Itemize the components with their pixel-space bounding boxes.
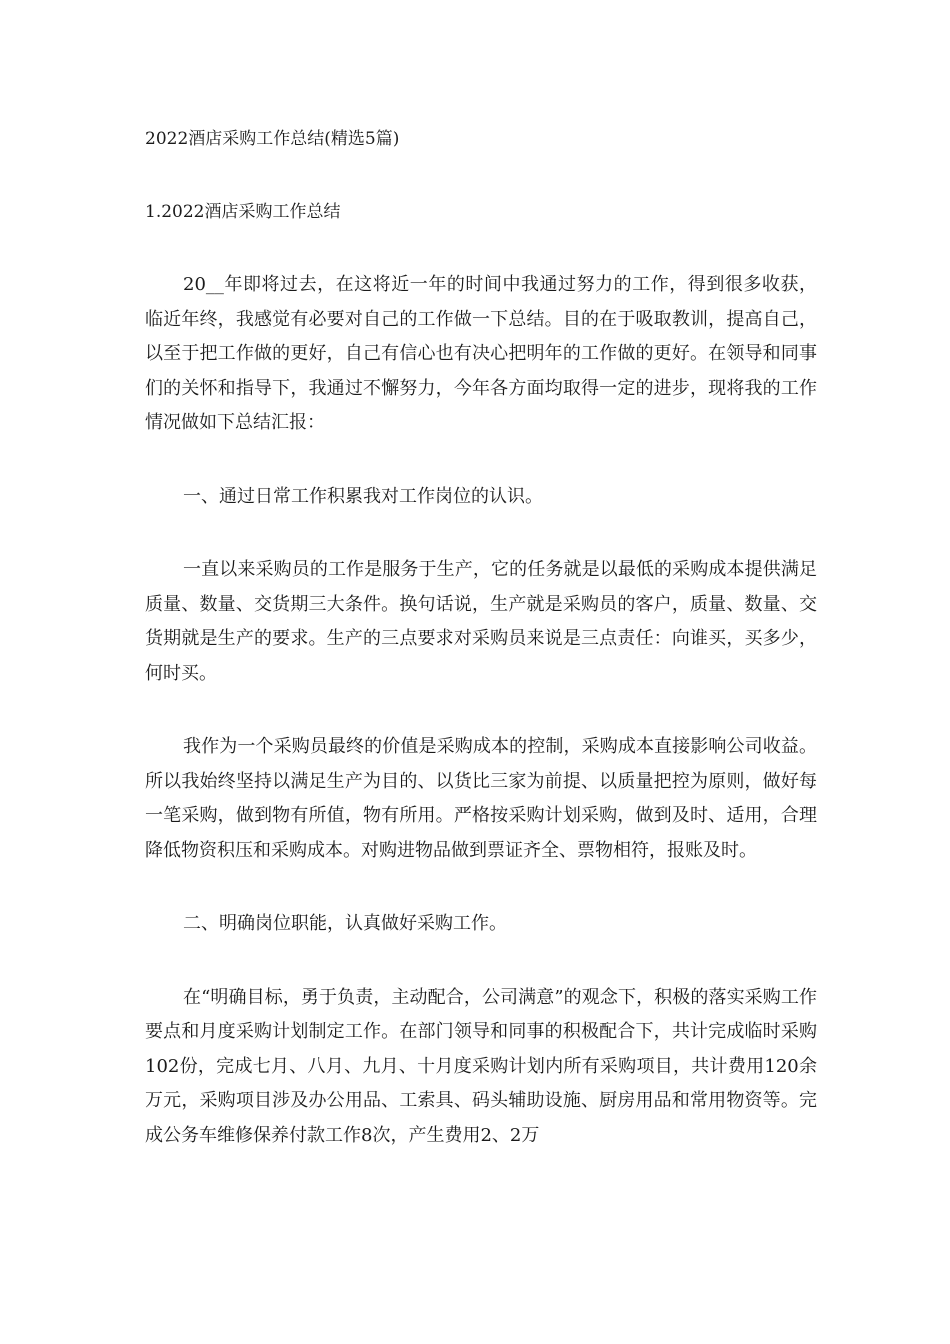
- subheading-2: 二、明确岗位职能，认真做好采购工作。: [183, 913, 507, 934]
- paragraph-achievements: 在“明确目标，勇于负责，主动配合，公司满意”的观念下，积极的落实采购工作要点和月度采购计划制定工作。在部门领导和同事的积极配合下，共计完成临时采购102份，完成七月、八月、九月、十月度采购计划内所有采购项目，共计费用120余万元，采购项目涉及办公用品、工索具、码头辅助设施、厨房用品和常用物资等。完成公务车维修保养付款工作8次，产生费用2、2万: [145, 986, 817, 1146]
- document-title: 2022酒店采购工作总结(精选5篇): [145, 129, 400, 149]
- document-body: [145, 268, 817, 1192]
- paragraph-cost-control: 我作为一个采购员最终的价值是采购成本的控制，采购成本直接影响公司收益。所以我始终坚持以满足生产为目的、以货比三家为前提、以质量把控为原则，做好每一笔采购，做到物有所值，物有所用。严格按采购计划采购，做到及时、适用，合理降低物资积压和采购成本。对购进物品做到票证齐全、票物相符，报账及时。: [145, 736, 817, 861]
- paragraph-role: 一直以来采购员的工作是服务于生产，它的任务就是以最低的采购成本提供满足质量、数量、交货期三大条件。换句话说，生产就是采购员的客户，质量、数量、交货期就是生产的要求。生产的三点要求对采购员来说是三点责任：向谁买，买多少，何时买。: [145, 559, 817, 684]
- subheading-1: 一、通过日常工作积累我对工作岗位的认识。: [183, 485, 543, 507]
- paragraph-intro: 20__年即将过去，在这将近一年的时间中我通过努力的工作，得到很多收获，临近年终，我感觉有必要对自己的工作做一下总结。目的在于吸取教训，提高自己，以至于把工作做的更好，自己有信心也有决心把明年的工作做的更好。在领导和同事们的关怀和指导下，我通过不懈努力，今年各方面均取得一定的进步，现将我的工作情况做如下总结汇报：: [145, 274, 817, 433]
- section-title: 1.2022酒店采购工作总结: [145, 202, 341, 222]
